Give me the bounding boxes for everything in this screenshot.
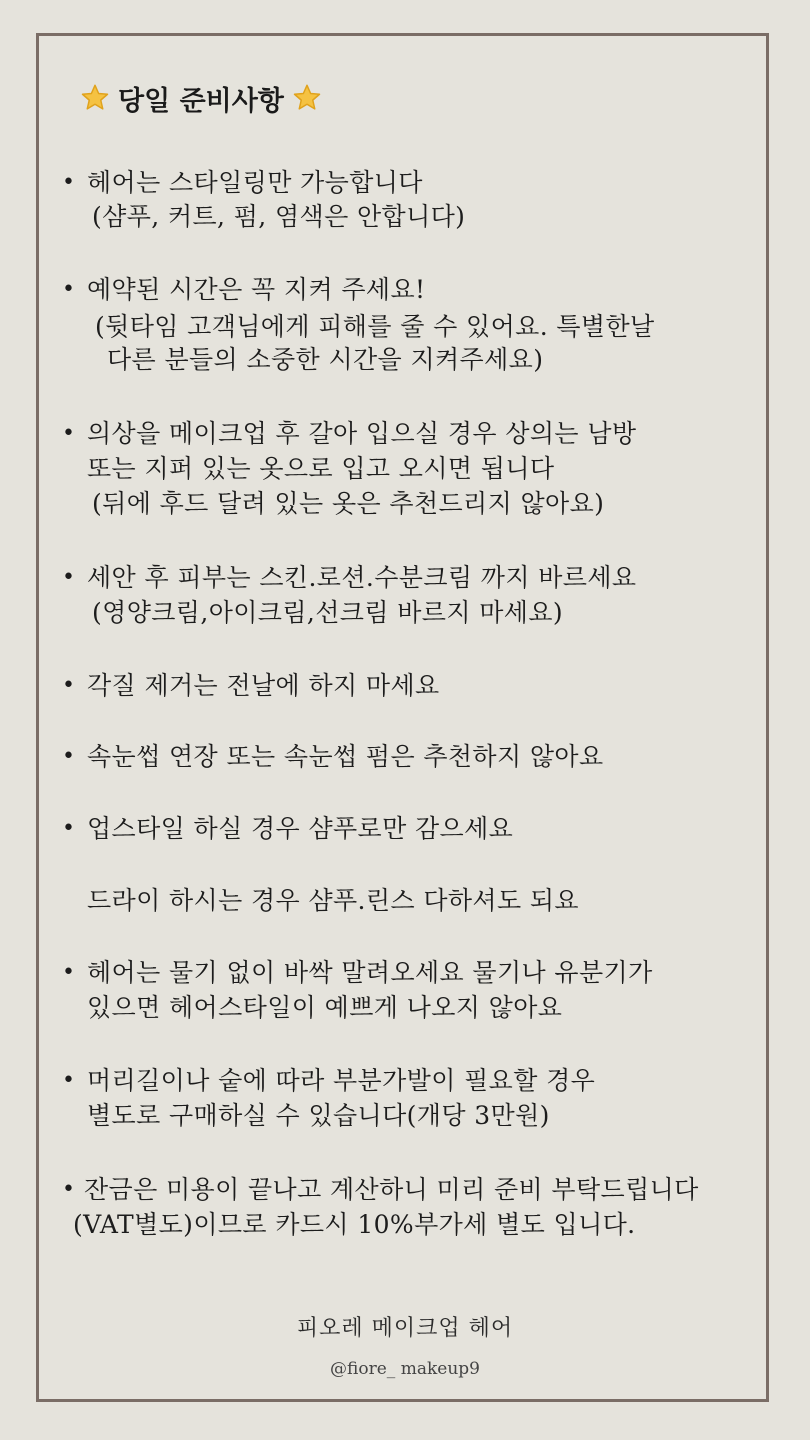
list-item-line: (뒷타임 고객님에게 피해를 줄 수 있어요. 특별한날 [95, 312, 655, 341]
list-item-line: 있으면 헤어스타일이 예쁘게 나오지 않아요 [87, 993, 563, 1022]
list-item-line: 헤어는 스타일링만 가능합니다 [87, 168, 423, 197]
star-icon [80, 83, 110, 113]
list-item-line: (VAT별도)이므로 카드시 10%부가세 별도 입니다. [73, 1210, 636, 1239]
bullet-icon: • [62, 421, 75, 446]
list-item-line: 헤어는 물기 없이 바싹 말려오세요 물기나 유분기가 [87, 958, 653, 987]
bullet-icon: • [62, 960, 75, 985]
bullet-icon: • [62, 1177, 75, 1202]
bullet-icon: • [62, 565, 75, 590]
star-icon [292, 83, 322, 113]
list-item-line: (영양크림,아이크림,선크림 바르지 마세요) [92, 598, 564, 627]
list-item-line: 별도로 구매하실 수 있습니다(개당 3만원) [87, 1101, 550, 1130]
list-item-line: 또는 지퍼 있는 옷으로 입고 오시면 됩니다 [87, 454, 555, 483]
bullet-icon: • [62, 673, 75, 698]
bullet-icon: • [62, 170, 75, 195]
list-item-line: (샴푸, 커트, 펌, 염색은 안합니다) [92, 202, 466, 231]
bullet-icon: • [62, 744, 75, 769]
page-title [80, 78, 322, 118]
list-item-line: 다른 분들의 소중한 시간을 지켜주세요) [107, 345, 544, 374]
list-item-line: 머리길이나 숱에 따라 부분가발이 필요할 경우 [87, 1066, 596, 1095]
list-item-line: 각질 제거는 전날에 하지 마세요 [87, 671, 440, 700]
footer-social-handle: @fiore_ makeup9 [330, 1359, 480, 1379]
list-item-line: 의상을 메이크업 후 갈아 입으실 경우 상의는 남방 [87, 419, 637, 448]
bullet-icon: • [62, 277, 75, 302]
bullet-icon: • [62, 816, 75, 841]
list-item-line: 예약된 시간은 꼭 지켜 주세요! [87, 275, 426, 304]
list-item-line: (뒤에 후드 달려 있는 옷은 추천드리지 않아요) [92, 489, 605, 518]
list-item-line: 잔금은 미용이 끝나고 계산하니 미리 준비 부탁드립니다 [84, 1175, 699, 1204]
list-item-line: 업스타일 하실 경우 샴푸로만 감으세요 [87, 814, 514, 843]
list-item-line: 세안 후 피부는 스킨.로션.수분크림 까지 바르세요 [87, 563, 637, 592]
page-title-text: 당일 준비사항 [118, 85, 284, 117]
list-item-line: 드라이 하시는 경우 샴푸.린스 다하셔도 되요 [87, 886, 579, 915]
footer-brand-name: 피오레 메이크업 헤어 [296, 1316, 514, 1341]
bullet-icon: • [62, 1068, 75, 1093]
list-item-line: 속눈썹 연장 또는 속눈썹 펌은 추천하지 않아요 [87, 742, 604, 771]
